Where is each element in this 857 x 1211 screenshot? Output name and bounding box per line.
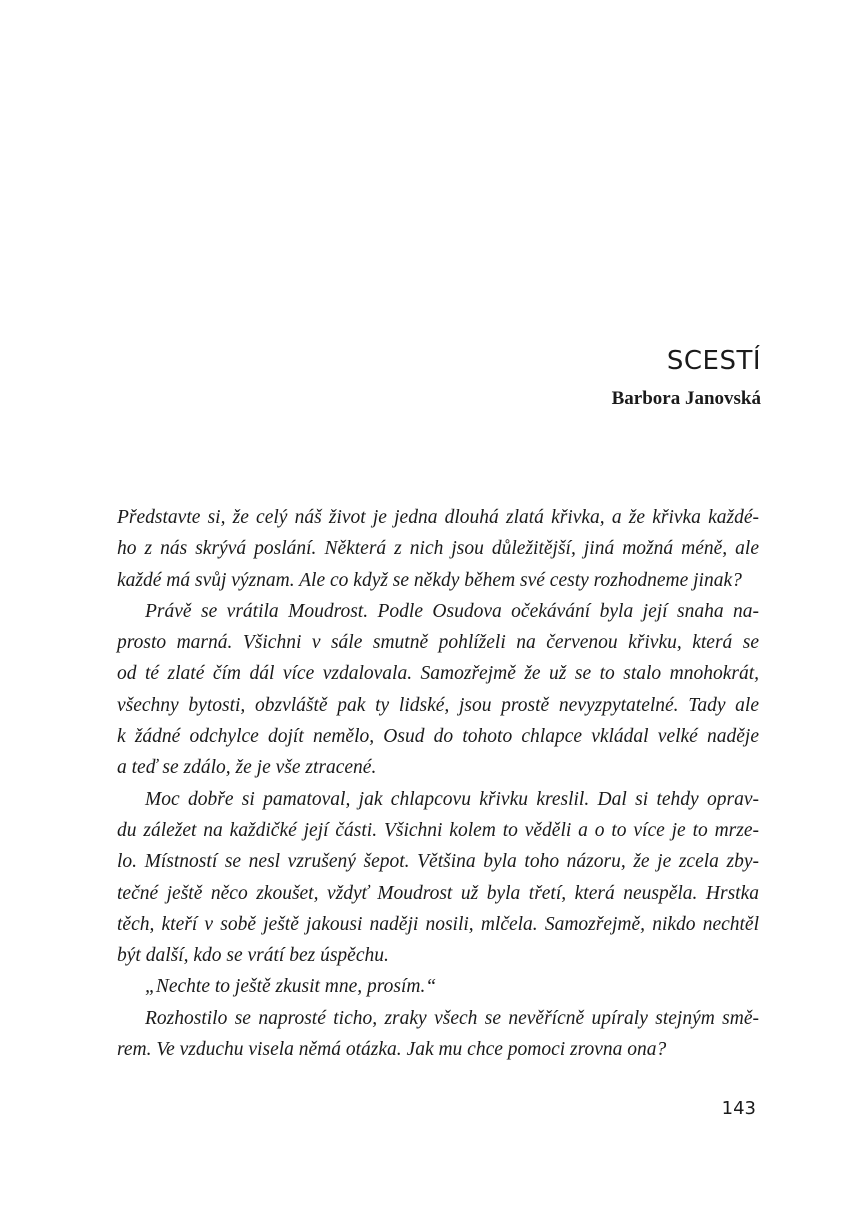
text-line: Právě se vrátila Moudrost. Podle Osudova očekávání byla její snaha na- xyxy=(145,600,759,622)
text-line: a teď se zdálo, že je vše ztracené. xyxy=(117,757,377,779)
text-line: Rozhostilo se naprosté ticho, zraky všech se nevěřícně upíraly stejným smě- xyxy=(145,1007,759,1029)
paragraph xyxy=(117,971,759,1002)
text-line: rem. Ve vzduchu visela němá otázka. Jak mu chce pomoci zrovna ona? xyxy=(117,1039,667,1061)
text-line: k žádné odchylce dojít nemělo, Osud do tohoto chlapce vkládal velké naděje xyxy=(117,726,759,748)
page-number: 143 xyxy=(721,1098,756,1119)
text-line: od té zlaté čím dál více vzdalovala. Samozřejmě že už se to stalo mnohokrát, xyxy=(117,663,759,685)
author-name: Barbora Janovská xyxy=(611,388,761,409)
chapter-body xyxy=(117,502,759,1065)
paragraph xyxy=(117,596,759,784)
text-line: být další, kdo se vrátí bez úspěchu. xyxy=(117,945,389,967)
text-line: Moc dobře si pamatoval, jak chlapcovu křivku kreslil. Dal si tehdy oprav- xyxy=(145,788,759,810)
chapter-title: SCESTÍ xyxy=(666,346,761,376)
text-line: Představte si, že celý náš život je jedna dlouhá zlatá křivka, a že křivka každé- xyxy=(117,507,759,528)
paragraph xyxy=(117,1003,759,1066)
text-line: všechny bytosti, obzvláště pak ty lidské, jsou prostě nevyzpytatelné. Tady ale xyxy=(117,694,759,716)
text-line: „Nechte to ještě zkusit mne, prosím.“ xyxy=(145,976,437,998)
text-line: du záležet na každičké její části. Všichni kolem to věděli a o to více je to mrze- xyxy=(117,819,759,841)
text-line: těch, kteří v sobě ještě jakousi naději nosili, mlčela. Samozřejmě, nikdo nechtěl xyxy=(117,913,759,935)
text-line: ho z nás skrývá poslání. Některá z nich jsou důležitější, jiná možná méně, ale xyxy=(117,538,759,560)
paragraph xyxy=(117,784,759,972)
paragraph xyxy=(117,502,759,596)
text-line: každé má svůj význam. Ale co když se někdy během své cesty rozhodneme jinak? xyxy=(117,569,742,591)
text-line: tečné ještě něco zkoušet, vždyť Moudrost už byla třetí, která neuspěla. Hrstka xyxy=(117,882,759,904)
text-line: prosto marná. Všichni v sále smutně pohlíželi na červenou křivku, která se xyxy=(117,632,759,654)
text-line: lo. Místností se nesl vzrušený šepot. Většina byla toho názoru, že je zcela zby- xyxy=(117,851,759,873)
